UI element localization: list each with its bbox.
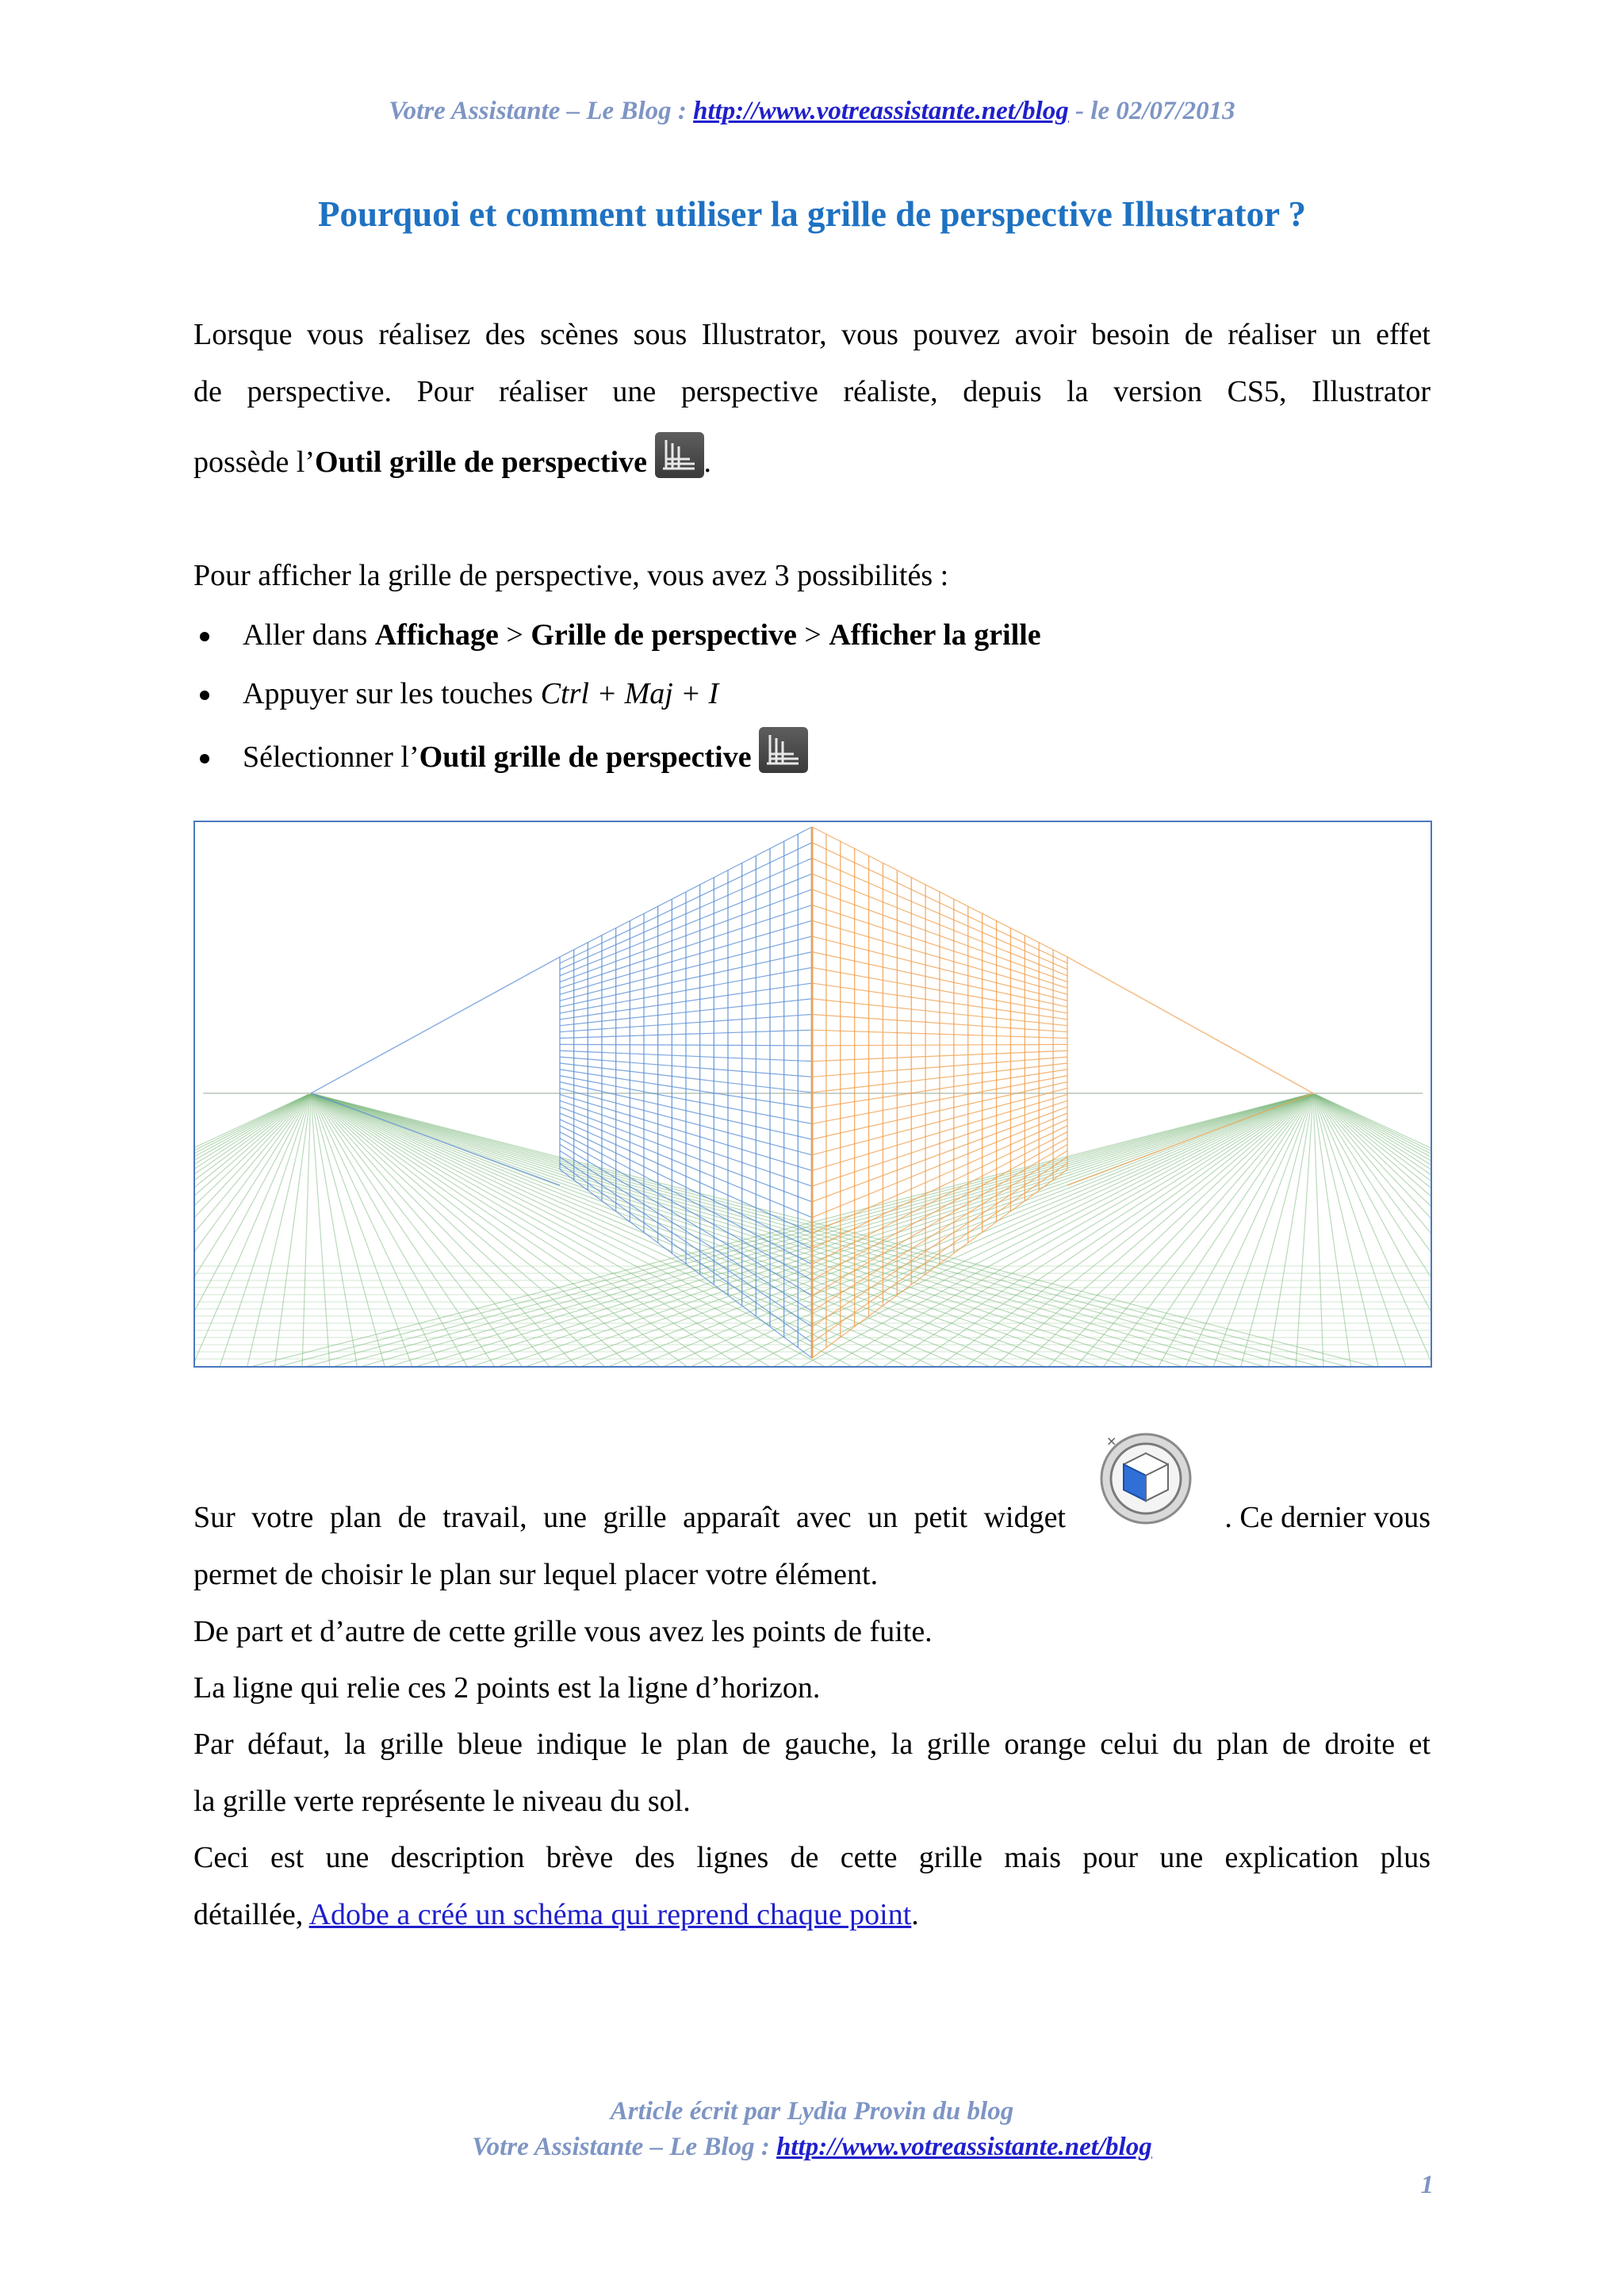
perspective-grid-tool-icon [655,432,704,478]
page-number: 1 [1420,2171,1434,2199]
display-intro: Pour afficher la grille de perspective, vous avez 3 possibilités : [193,559,949,592]
svg-text:×: × [1106,1433,1117,1448]
description-line-1: Ceci est une description brève des lignes de cette grille mais pour une explication plus [193,1841,1431,1874]
tool-name-bold: Outil grille de perspective [419,740,752,774]
perspective-grid-figure [193,821,1432,1368]
description-line-2-suffix: . [911,1898,919,1931]
intro-line-3 [193,428,1431,496]
vanishing-points-text: De part et d’autre de cette grille vous avez les points de fuite. [193,1615,933,1648]
bullet-3-text: Sélectionner l’ [243,740,419,774]
options-list [193,606,1431,791]
default-colors-paragraph [193,1716,1431,1830]
menu-afficher-grille: Afficher la grille [829,618,1041,652]
tool-name-bold: Outil grille de perspective [315,446,647,479]
horizon-text: La ligne qui relie ces 2 points est la ligne d’horizon. [193,1671,821,1705]
widget-line-2: permet de choisir le plan sur lequel placer votre élément. [193,1558,879,1591]
footer-blog-link[interactable]: http://www.votreassistante.net/blog [776,2133,1152,2161]
perspective-grid-illustration [195,822,1431,1366]
description-line-2-prefix: détaillée, [193,1898,309,1931]
intro-line-3-prefix: possède l’ [193,446,316,479]
bullet-2-text: Appuyer sur les touches [243,677,541,710]
list-item [193,606,1431,664]
bullet-icon [200,691,209,700]
header-date: - le 02/07/2013 [1068,97,1235,125]
list-item [193,664,1431,723]
default-colors-line-1: Par défaut, la grille bleue indique le plan de gauche, la grille orange celui du plan de droite et [193,1728,1431,1761]
perspective-grid-tool-icon [759,727,808,773]
intro-line-1: Lorsque vous réalisez des scènes sous Illustrator, vous pouvez avoir besoin de réaliser un effet [193,318,1431,351]
separator: > [796,618,829,652]
page-header [0,97,1624,126]
menu-affichage: Affichage [374,618,499,652]
intro-line-2: de perspective. Pour réaliser une perspective réaliste, depuis la version CS5, Illustrator [193,375,1431,408]
description-paragraph [193,1829,1431,1943]
intro-line-3-suffix: . [703,446,711,479]
footer-blog [0,2133,1624,2162]
plane-switching-widget-icon [1098,1431,1193,1526]
list-item [193,723,1431,791]
footer-blog-prefix: Votre Assistante – Le Blog : [472,2133,777,2161]
bullet-icon [200,754,209,763]
intro-paragraph [193,306,1431,420]
default-colors-line-2: la grille verte représente le niveau du sol. [193,1785,691,1818]
widget-line-1-left: Sur votre plan de travail, une grille apparaît avec un petit widget [193,1501,1066,1534]
bullet-icon [200,632,209,641]
footer-author: Article écrit par Lydia Provin du blog [610,2097,1014,2126]
widget-line-1-right: . Ce dernier vous [1224,1501,1431,1534]
header-prefix: Votre Assistante – Le Blog : [389,97,694,125]
menu-grille-perspective: Grille de perspective [530,618,797,652]
bullet-1-text: Aller dans [243,618,375,652]
header-blog-link[interactable]: http://www.votreassistante.net/blog [693,97,1069,125]
separator: > [498,618,531,652]
page-title: Pourquoi et comment utiliser la grille de perspective Illustrator ? [317,194,1307,234]
adobe-schema-link[interactable]: Adobe a créé un schéma qui reprend chaque point [308,1898,912,1931]
keyboard-shortcut: Ctrl + Maj + I [540,677,719,710]
